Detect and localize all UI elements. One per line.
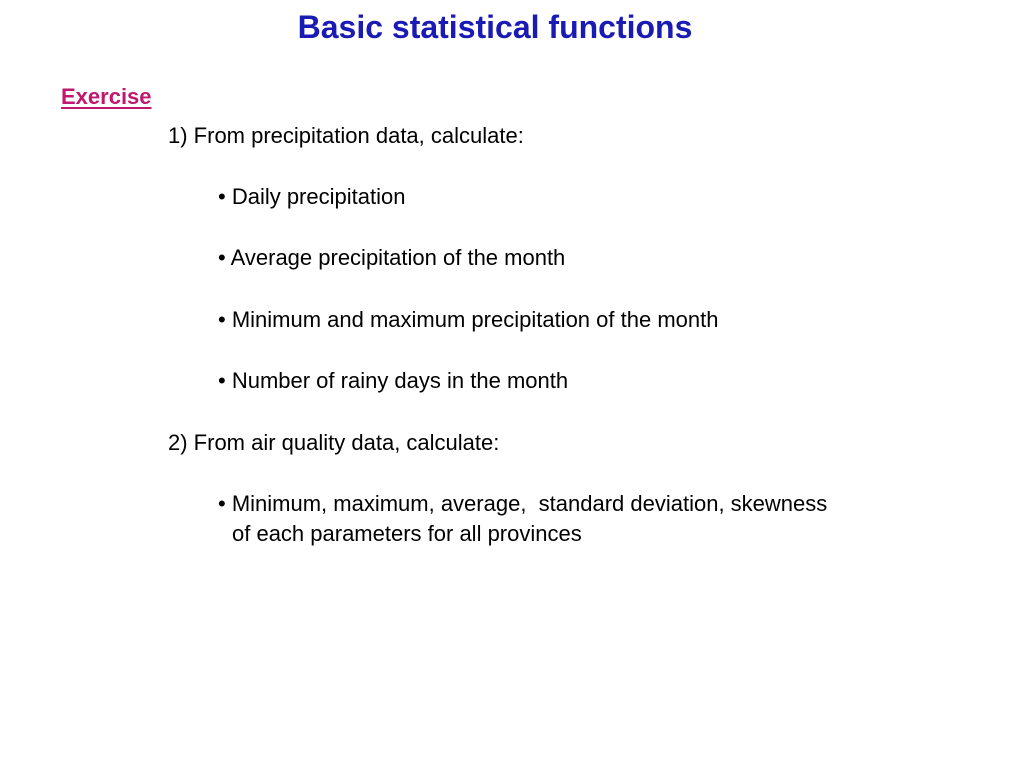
task-1-bullet-min-max-precipitation: • Minimum and maximum precipitation of the month xyxy=(218,307,719,332)
task-1-label: 1) From precipitation data, calculate: xyxy=(168,123,524,148)
task-2-label: 2) From air quality data, calculate: xyxy=(168,430,500,455)
task-1-bullet-average-precipitation: • Average precipitation of the month xyxy=(218,245,566,270)
slide-title: Basic statistical functions xyxy=(297,9,693,45)
task-2-bullet-statistics: • Minimum, maximum, average, standard deviation, skewness xyxy=(218,491,828,516)
task-1-bullet-daily-precipitation: • Daily precipitation xyxy=(218,184,406,209)
task-1-bullet-rainy-days: • Number of rainy days in the month xyxy=(218,368,569,393)
exercise-heading: Exercise xyxy=(61,84,152,109)
task-2-bullet-continuation: of each parameters for all provinces xyxy=(232,521,582,546)
